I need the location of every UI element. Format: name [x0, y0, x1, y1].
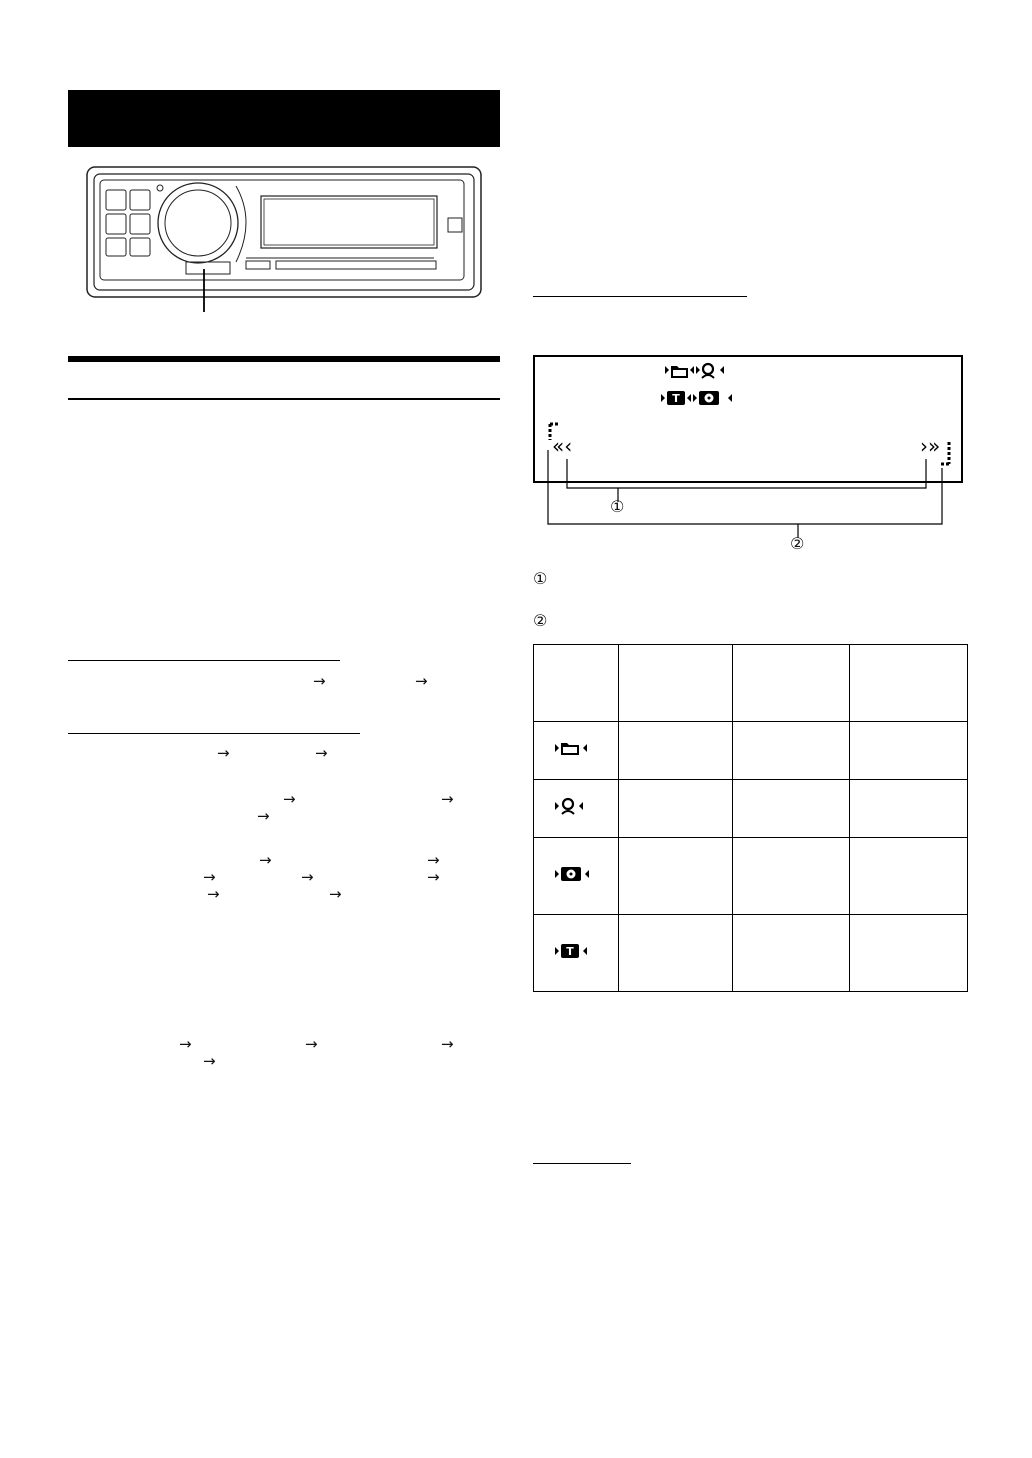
table-cell [850, 780, 968, 838]
sequence-arrow: → [301, 868, 314, 886]
head-unit-drawing [86, 166, 482, 314]
table-cell [619, 838, 733, 915]
svg-text:T: T [672, 392, 680, 405]
table-cell [619, 780, 733, 838]
sequence-arrow: → [179, 1035, 192, 1053]
legend-marker-1: ① [533, 569, 548, 588]
artist-icon [551, 797, 601, 815]
table-row [534, 780, 968, 838]
sequence-arrow: → [203, 1052, 216, 1070]
sequence-arrow: → [415, 672, 428, 690]
subheading-underline [68, 660, 340, 661]
table-cell [733, 838, 850, 915]
table-cell [534, 915, 619, 992]
folder-icon [665, 366, 694, 378]
folder-icon [551, 740, 601, 756]
legend-marker-2: ② [533, 611, 548, 630]
table-row [534, 915, 968, 992]
table-grid [533, 644, 968, 992]
subheading-underline [533, 296, 747, 297]
section-rule-thin [68, 398, 500, 400]
table-cell [850, 838, 968, 915]
sequence-arrow: → [427, 868, 440, 886]
sequence-arrow: → [203, 868, 216, 886]
callout-marker-1: ① [610, 497, 625, 516]
sequence-arrow: → [217, 744, 230, 762]
table-cell [733, 915, 850, 992]
section-rule-thick [68, 356, 500, 362]
title-icon [551, 943, 601, 959]
table-cell [619, 645, 733, 722]
table-cell [733, 722, 850, 780]
table-row [534, 722, 968, 780]
subheading-underline [533, 1163, 631, 1164]
table-cell [534, 645, 619, 722]
album-icon [693, 391, 732, 405]
sequence-arrow: → [315, 744, 328, 762]
sequence-arrow: → [427, 851, 440, 869]
title-icon [661, 391, 691, 405]
table-cell [619, 915, 733, 992]
album-icon [551, 866, 601, 882]
sequence-arrow: → [259, 851, 272, 869]
callout-marker-2: ② [790, 534, 805, 553]
sequence-arrow: → [207, 885, 220, 903]
sequence-arrow: → [283, 790, 296, 808]
sequence-arrow: → [257, 807, 270, 825]
scroll-right-indicator-icon [920, 434, 949, 464]
table-cell [534, 838, 619, 915]
scroll-left-indicator-icon [550, 424, 572, 458]
section-header-band [68, 90, 500, 147]
head-unit-illustration [86, 166, 482, 314]
subheading-underline [68, 733, 360, 734]
table-header-row [534, 645, 968, 722]
sequence-arrow: → [441, 1035, 454, 1053]
svg-text:›»: ›» [920, 434, 941, 458]
svg-text:T: T [566, 944, 574, 958]
table-cell [534, 780, 619, 838]
artist-icon [696, 364, 724, 378]
sequence-arrow: → [313, 672, 326, 690]
table-cell [850, 722, 968, 780]
table-cell [733, 780, 850, 838]
sequence-arrow: → [305, 1035, 318, 1053]
table-row [534, 838, 968, 915]
sequence-arrow: → [441, 790, 454, 808]
table-cell [619, 722, 733, 780]
table-cell [733, 645, 850, 722]
display-illustration [528, 354, 968, 554]
icon-mode-table [533, 644, 967, 991]
svg-text:«‹: «‹ [552, 434, 573, 458]
table-cell [850, 915, 968, 992]
sequence-arrow: → [329, 885, 342, 903]
display-drawing [528, 354, 968, 554]
table-cell [534, 722, 619, 780]
table-cell [850, 645, 968, 722]
